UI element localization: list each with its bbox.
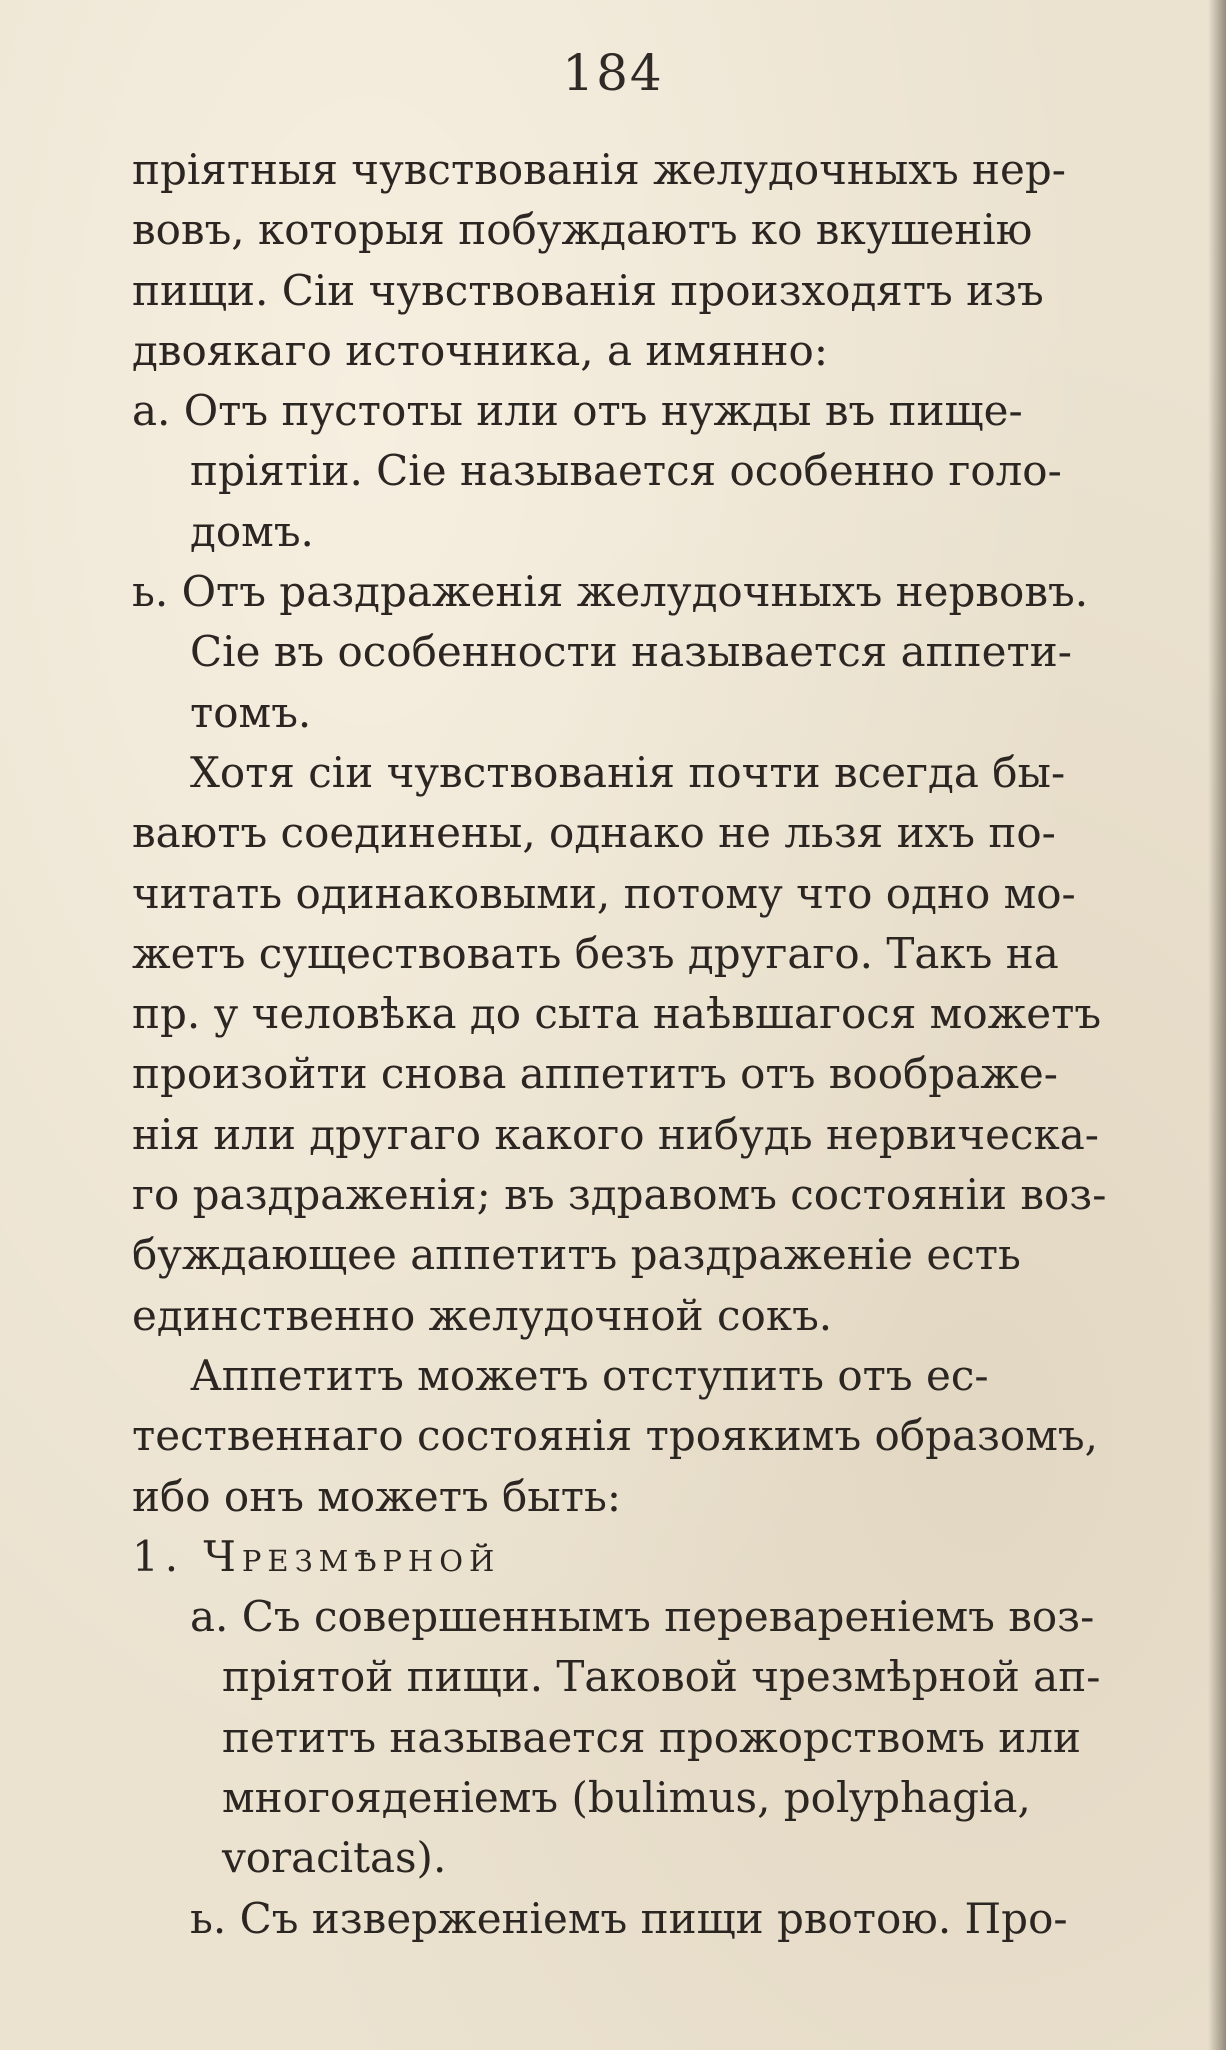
text-line: пріятіи. Сіе называется особенно голо- [190,446,1062,496]
text-line: a. Отъ пустоты или отъ нужды въ пище- [132,386,1023,436]
text-line: пр. у человѣка до сыта наѣвшагося можетъ [132,989,1102,1039]
text-line: единственно желудочной сокъ. [132,1290,833,1340]
text-line: томъ. [190,687,312,737]
text-line: буждающее аппетитъ раздраженіе есть [132,1230,1021,1280]
text-line: Сіе въ особенности называется аппети- [190,627,1072,677]
text-line: вовъ, которыя побуждаютъ ко вкушенію [132,205,1033,255]
text-line: ваютъ соединены, однако не льзя ихъ по- [132,808,1056,858]
text-line: читать одинаковыми, потому что одно мо- [132,868,1076,918]
page-number: 184 [562,44,664,102]
text-line: Аппетитъ можетъ отступить отъ ес- [190,1350,989,1400]
text-line: произойти снова аппетитъ отъ воображе- [132,1049,1058,1099]
text-line: пріятой пищи. Таковой чрезмѣрной ап- [222,1652,1101,1702]
text-line: ь. Отъ раздраженія желудочныхъ нервовъ. [132,567,1089,617]
text-line: voracitas). [222,1833,447,1883]
section-heading: 1. Чрезмѣрной [132,1531,501,1581]
text-line: пищи. Сіи чувствованія произходятъ изъ [132,265,1044,315]
page-edge-shadow [1208,0,1226,2050]
text-line: тественнаго состоянія троякимъ образомъ, [132,1411,1098,1461]
text-line: a. Съ совершеннымъ перевареніемъ воз- [190,1592,1095,1642]
text-line: пріятныя чувствованія желудочныхъ нер- [132,145,1066,194]
text-line: Хотя сіи чувствованія почти всегда бы- [190,747,1066,797]
body-text [132,140,1202,1949]
text-line: ь. Съ изверженіемъ пищи рвотою. Про- [190,1893,1068,1943]
text-line: нія или другаго какого нибудь нервическа- [132,1109,1099,1159]
text-line: жетъ существовать безъ другаго. Такъ на [132,928,1059,978]
text-line: петитъ называется прожорствомъ или [222,1712,1081,1762]
text-line: го раздраженія; въ здравомъ состояніи воз- [132,1170,1107,1220]
text-line: многояденіемъ (bulimus, polyphagia, [222,1773,1031,1823]
text-line: ибо онъ можетъ быть: [132,1471,621,1521]
text-line: домъ. [190,506,314,556]
text-line: двоякаго источника, а имянно: [132,325,828,375]
